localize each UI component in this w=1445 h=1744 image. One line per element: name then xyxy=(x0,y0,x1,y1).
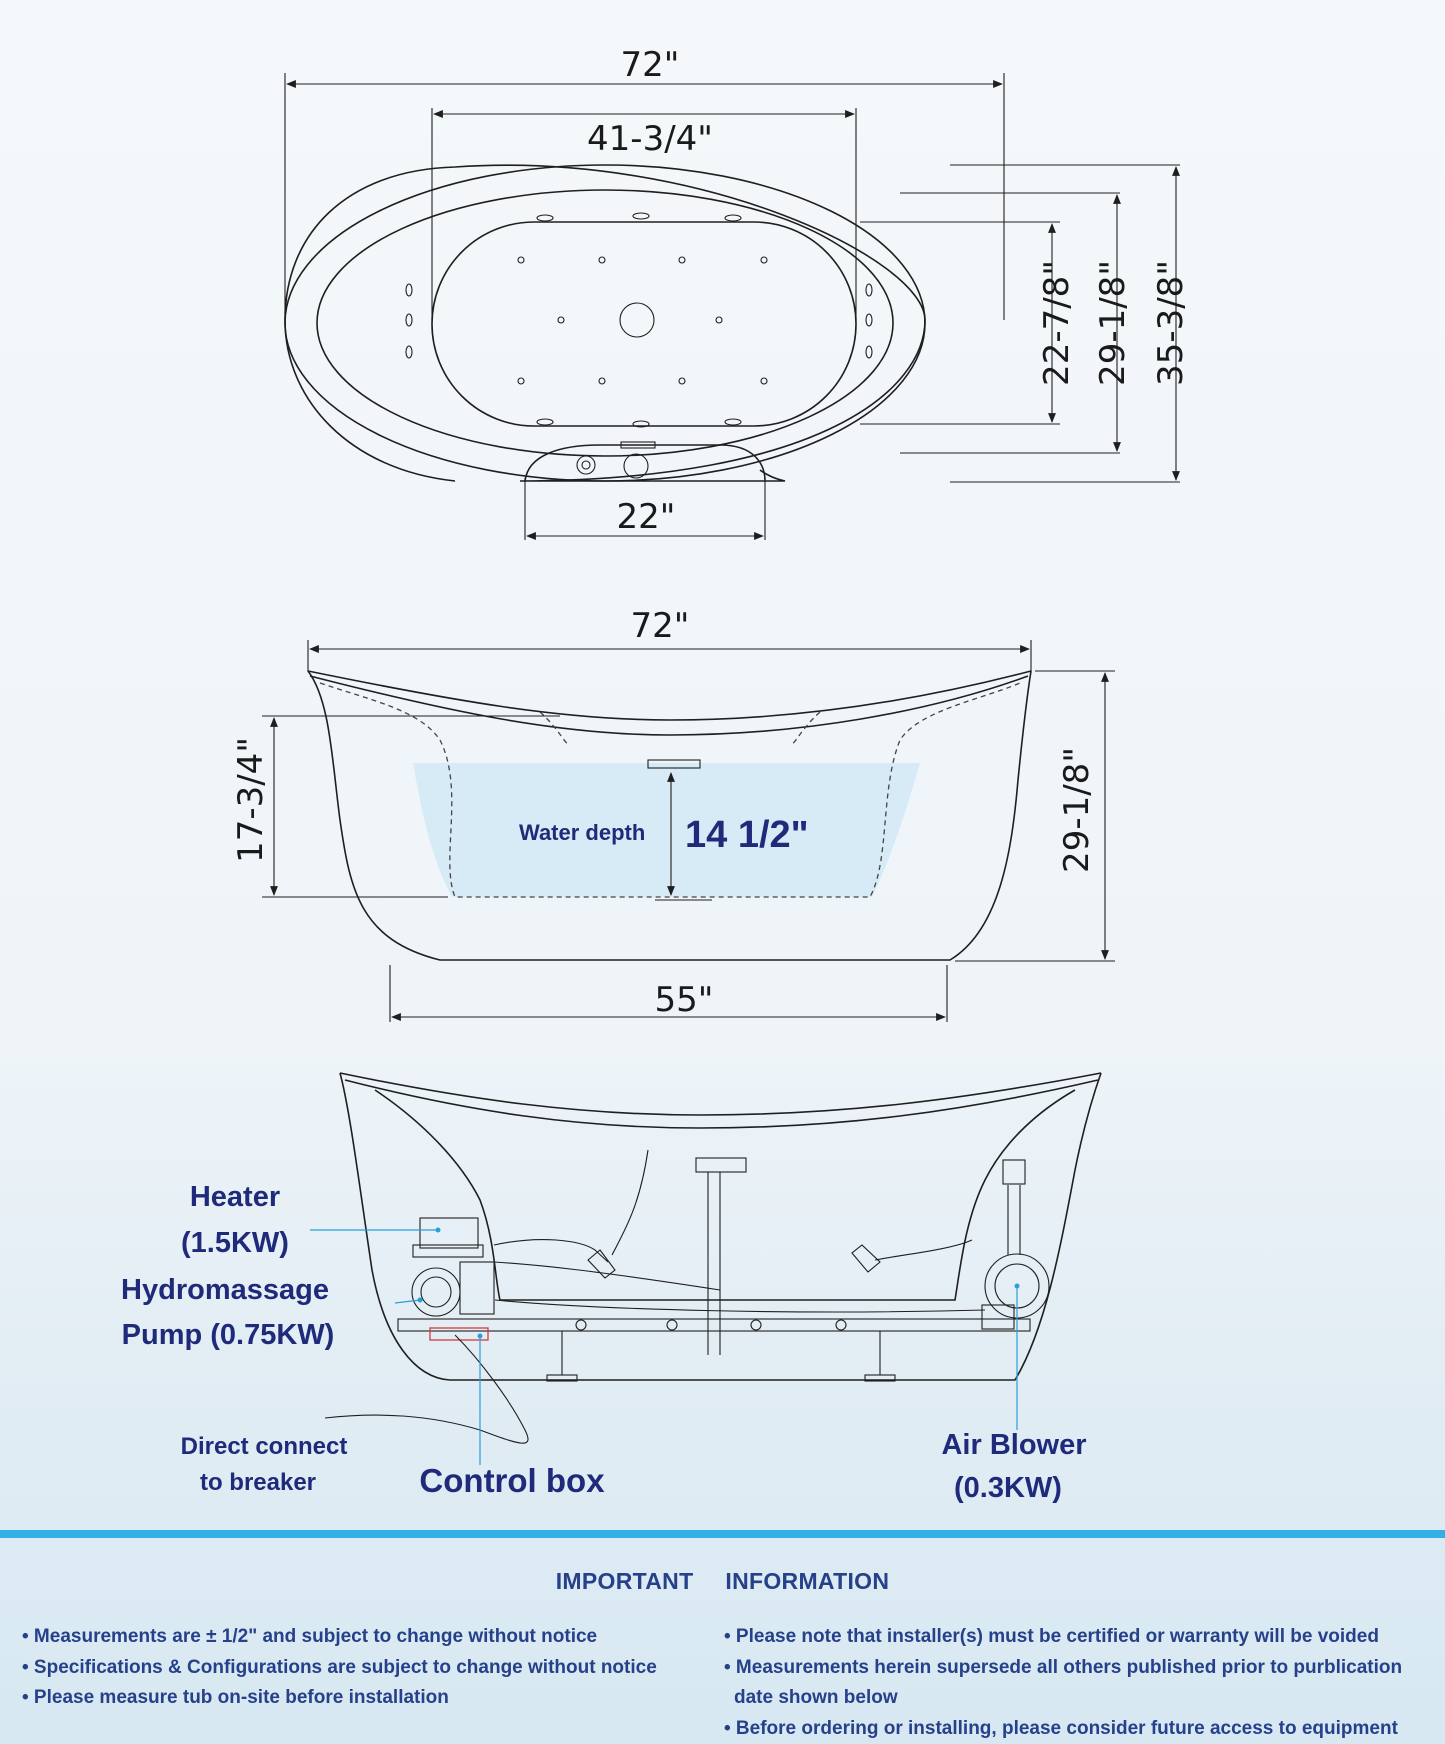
info-right-item: • Please note that installer(s) must be certified or warranty will be voided xyxy=(724,1626,1379,1647)
dim-top-inner-width: 22-7/8" xyxy=(1037,260,1077,386)
breaker-label-line1: Direct connect xyxy=(180,1433,348,1460)
info-left-item: • Specifications & Configurations are subject to change without notice xyxy=(22,1656,657,1678)
info-right-list xyxy=(724,1622,1434,1744)
dim-side-bottom-length: 55" xyxy=(654,980,714,1020)
heater-label-line2: (1.5KW) xyxy=(181,1227,289,1259)
heater-label-line1: Heater xyxy=(189,1181,281,1213)
dim-top-rim-width: 29-1/8" xyxy=(1093,260,1133,386)
side-rim-inner xyxy=(310,676,1028,735)
equip-platform xyxy=(398,1319,1030,1331)
dim-side-height: 29-1/8" xyxy=(1057,747,1097,873)
info-title-right: INFORMATION xyxy=(725,1568,890,1594)
info-right-item-continued: date shown below xyxy=(734,1687,898,1708)
pump-label-line1: Hydromassage xyxy=(121,1274,329,1306)
equip-inner-basin xyxy=(375,1090,1075,1300)
info-right-item: • Before ordering or installing, please consider future access to equipment xyxy=(724,1717,1398,1739)
info-left-item: • Please measure tub on-site before installation xyxy=(22,1687,449,1708)
control-knob-inner xyxy=(582,461,590,469)
control-knob-icon xyxy=(577,456,595,474)
air-jets xyxy=(518,257,767,384)
dim-top-inner-length: 41-3/4" xyxy=(587,119,713,159)
top-outer-ellipse xyxy=(285,165,925,481)
info-left-list xyxy=(22,1622,712,1714)
dim-side-overall-length: 72" xyxy=(630,606,690,646)
control-panel-icon xyxy=(624,454,648,478)
water-fill xyxy=(413,763,920,897)
side-jets xyxy=(406,213,872,427)
important-information-panel xyxy=(0,1530,1445,1744)
blower-label-line2: (0.3KW) xyxy=(954,1472,1062,1504)
blower-label-line1: Air Blower xyxy=(941,1429,1087,1461)
top-base-bump xyxy=(525,445,765,481)
equip-overflow-fitting xyxy=(696,1158,746,1172)
water-depth-value: 14 1/2" xyxy=(685,814,809,856)
info-title-left: IMPORTANT xyxy=(555,1568,694,1594)
dim-top-base-width: 22" xyxy=(616,497,676,537)
equip-rim-inner xyxy=(345,1080,1098,1128)
side-view xyxy=(231,606,1115,1022)
equip-legs xyxy=(547,1331,895,1381)
info-title xyxy=(0,1568,1445,1595)
dim-top-overall-length: 72" xyxy=(620,45,680,85)
info-left-item: • Measurements are ± 1/2" and subject to change without notice xyxy=(22,1626,598,1647)
breaker-wire xyxy=(325,1335,528,1443)
dim-side-depth: 17-3/4" xyxy=(231,737,271,863)
breaker-label-line2: to breaker xyxy=(199,1469,317,1496)
equipment-view xyxy=(121,1073,1101,1504)
drain-icon xyxy=(620,303,654,337)
top-inner-basin xyxy=(432,222,856,426)
heater-icon xyxy=(420,1218,478,1248)
top-outer-rim xyxy=(285,165,925,481)
equip-rim-top xyxy=(340,1073,1101,1115)
top-view xyxy=(285,45,1191,540)
top-mid-ellipse xyxy=(317,190,893,456)
pump-icon xyxy=(412,1268,460,1316)
control-box-label: Control box xyxy=(419,1462,605,1499)
pump-label-line2: Pump (0.75KW) xyxy=(121,1319,335,1351)
side-rim-top xyxy=(308,671,1031,720)
water-depth-label: Water depth xyxy=(519,820,646,845)
info-right-item: • Measurements herein supersede all others published prior to purblication xyxy=(724,1656,1403,1678)
dim-top-overall-width: 35-3/8" xyxy=(1151,260,1191,386)
